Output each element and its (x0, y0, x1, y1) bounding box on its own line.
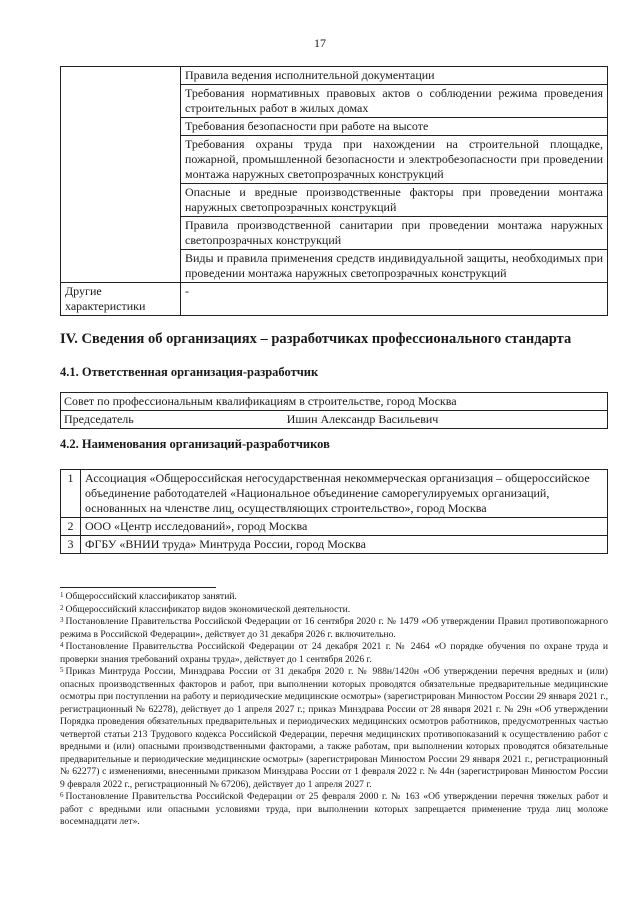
other-characteristics-label: Другие характеристики (61, 283, 181, 316)
footnote (60, 591, 608, 604)
footnote-mark: 5 (60, 666, 64, 674)
table-row (61, 470, 608, 518)
table-cell-topic: Требования безопасности при работе на высоте (181, 118, 608, 136)
page-number: 17 (314, 36, 326, 50)
table-row (61, 393, 608, 411)
footnotes (60, 591, 608, 829)
footnote-text: Постановление Правительства Российской Федерации от 16 сентября 2020 г. № 1479 «Об утверждении Правил противопожарного режима в Российской Федерации», действует до 31 декабря 2026 г. включительно. (60, 616, 608, 640)
table-cell-topic: Правила ведения исполнительной документации (181, 67, 608, 85)
table-row (61, 67, 608, 85)
footnote-text: Приказ Минтруда России, Минздрава России от 31 декабря 2020 г. № 988н/1420н «Об утверждении перечня вредных и (или) опасных производственных факторов и работ, при выполнении которых проводятся обязательные предварительные медицинские осмотры при поступлении на работу и периодические медицинские осмотры» (зарегистрирован Минюстом России 29 января 2021 г., регистрационный № 62278), действует до 1 апреля 2027 г.; приказ Минздрава России от 28 января 2021 г. № 29н «Об утверждении Порядка проведения обязательных предварительных и периодических медицинских осмотров работников, предусмотренных частью четвертой статьи 213 Трудового кодекса Российской Федерации, перечня медицинских противопоказаний к осуществлению работ с вредными и (или) опасными производственными факторами, а также работам, при выполнении которых проводятся обязательные предварительные и периодические медицинские осмотры» (зарегистрирован Минюстом России 29 января 2021 г., регистрационный № 62277) с изменениями, внесенными приказом Минздрава России от 1 февраля 2022 г. № 44н (зарегистрирован Минюстом России 9 февраля 2022 г., регистрационный № 67206), действует до 1 апреля 2027 г. (60, 666, 608, 790)
footnote (60, 791, 608, 829)
council-name: Совет по профессиональным квалификациям в строительстве, город Москва (61, 393, 608, 411)
table-row (61, 411, 608, 429)
footnote-divider (60, 587, 216, 588)
table-cell-topic: Требования нормативных правовых актов о соблюдении режима проведения строительных работ в жилых домах (181, 85, 608, 118)
developer-orgs-heading: 4.2. Наименования организаций-разработчиков (60, 437, 330, 451)
empty-label-cell (61, 67, 181, 283)
table-row (61, 518, 608, 536)
table-cell-topic: Виды и правила применения средств индивидуальной защиты, необходимых при проведении монтажа наружных светопрозрачных конструкций (181, 250, 608, 283)
org-number: 2 (61, 518, 81, 536)
org-name: ФГБУ «ВНИИ труда» Минтруда России, город Москва (81, 536, 608, 554)
org-number: 3 (61, 536, 81, 554)
footnote-text: Общероссийский классификатор занятий. (65, 591, 237, 602)
footnote (60, 641, 608, 666)
org-name: Ассоциация «Общероссийская негосударственная некоммерческая организация – общероссийское объединение работодателей «Национальное объединение саморегулируемых организаций, основанных на членстве лиц, осуществляющих строительство», город Москва (81, 470, 608, 518)
footnote-mark: 2 (60, 603, 64, 612)
table-cell-topic: Правила производственной санитарии при проведении монтажа наружных светопрозрачных конструкций (181, 217, 608, 250)
footnote-mark: 1 (60, 591, 64, 599)
section-title: IV. Сведения об организациях – разработчиках профессионального стандарта (60, 331, 572, 347)
footnote-text: Постановление Правительства Российской Федерации от 25 февраля 2000 г. № 163 «Об утверждении перечня тяжелых работ и работ с вредными или опасными условиями труда, при выполнении которых запрещается применение труда лиц моложе восемнадцати лет». (60, 791, 608, 827)
requirements-table (60, 66, 608, 316)
org-number: 1 (61, 470, 81, 518)
org-name: ООО «Центр исследований», город Москва (81, 518, 608, 536)
table-row (61, 536, 608, 554)
developer-orgs-table (60, 469, 608, 554)
responsible-org-table (60, 392, 608, 429)
chair-name: Ишин Александр Васильевич (286, 412, 439, 426)
footnote (60, 616, 608, 641)
other-characteristics-value: - (181, 283, 608, 316)
responsible-org-heading: 4.1. Ответственная организация-разработчик (60, 365, 319, 379)
footnote (60, 666, 608, 791)
footnote-text: Общероссийский классификатор видов экономической деятельности. (65, 603, 351, 615)
table-cell-topic: Требования охраны труда при нахождении на строительной площадке, пожарной, промышленной безопасности и электробезопасности при проведении монтажа наружных светопрозрачных конструкций (181, 136, 608, 184)
table-cell-topic: Опасные и вредные производственные факторы при проведении монтажа наружных светопрозрачных конструкций (181, 184, 608, 217)
chair-cell (61, 411, 608, 429)
footnote-mark: 6 (60, 791, 64, 799)
footnote-mark: 3 (60, 616, 64, 624)
footnote-mark: 4 (60, 641, 64, 649)
footnote-text: Постановление Правительства Российской Федерации от 24 декабря 2021 г. № 2464 «О порядке обучения по охране труда и проверки знания требований охраны труда», действует до 1 сентября 2026 г. (60, 641, 608, 665)
table-row (61, 283, 608, 316)
footnote (60, 604, 608, 617)
chair-label: Председатель (64, 412, 134, 426)
